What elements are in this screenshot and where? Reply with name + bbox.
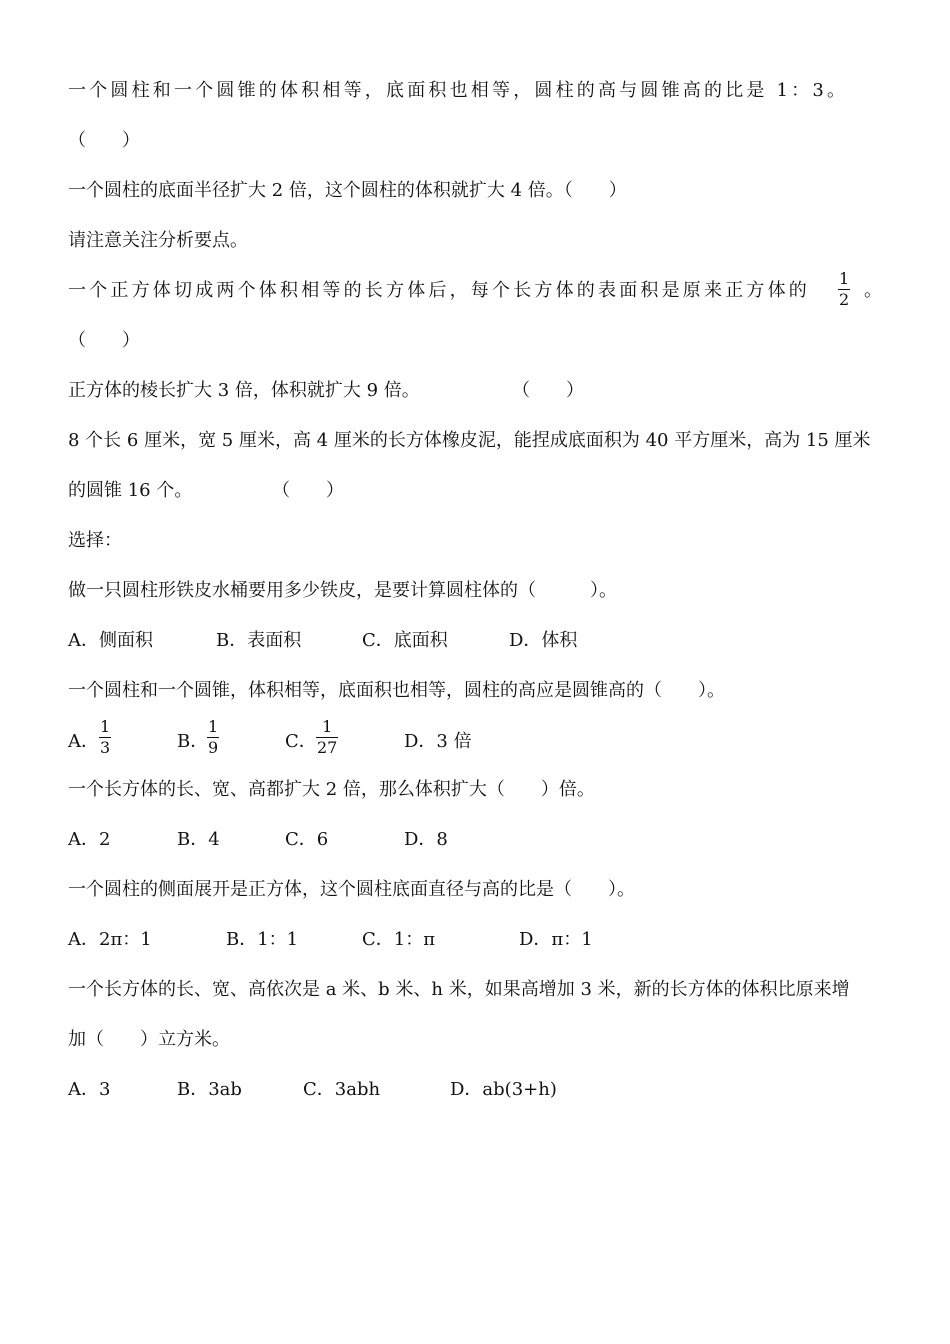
choice-q5-option-a: A．3 [68, 1079, 111, 1100]
choice-q3-option-c: C．6 [285, 829, 329, 850]
judge-q3-end: 。 [864, 280, 882, 301]
choice-q1-text: 做一只圆柱形铁皮水桶要用多少铁皮，是要计算圆柱体的（ ）。 [68, 580, 617, 601]
choice-q5-option-d: D．ab(3+h) [450, 1079, 557, 1100]
judge-q4-text: 正方体的棱长扩大 3 倍，体积就扩大 9 倍。 [68, 380, 420, 401]
choice-q4-option-b: B．1：1 [226, 929, 299, 950]
choice-q5-line2: 加（ ）立方米。 [68, 1029, 230, 1050]
choice-q2-option-b-label: B． [177, 731, 209, 752]
choice-q2-option-a-fraction [99, 718, 111, 757]
judge-q1-paren: （ ） [68, 130, 140, 151]
choice-q5-option-b: B．3ab [177, 1079, 242, 1100]
choice-q3-option-d: D．8 [404, 829, 448, 850]
fraction-numerator: 1 [839, 269, 850, 288]
choice-q5-option-c: C．3abh [303, 1079, 381, 1100]
judge-q3-fraction [838, 270, 850, 309]
choice-q5-line1: 一个长方体的长、宽、高依次是 a 米、b 米、h 米，如果高增加 3 米，新的长方体的体积比原来增 [68, 979, 850, 1000]
judge-q3-paren: （ ） [68, 330, 140, 351]
fraction-denominator: 27 [317, 738, 338, 757]
judge-q5-paren: （ ） [272, 480, 344, 501]
choice-q2-text: 一个圆柱和一个圆锥，体积相等，底面积也相等，圆柱的高应是圆锥高的（ ）。 [68, 680, 725, 701]
choice-q2-option-d: D．3 倍 [404, 731, 472, 752]
note-text: 请注意关注分析要点。 [68, 230, 248, 251]
judge-q4-paren: （ ） [512, 380, 584, 401]
choice-q2-option-c-label: C． [285, 731, 317, 752]
choice-q4-text: 一个圆柱的侧面展开是正方体，这个圆柱底面直径与高的比是（ ）。 [68, 879, 635, 900]
fraction-denominator: 3 [100, 738, 111, 757]
fraction-denominator: 2 [839, 290, 850, 309]
choice-heading: 选择： [68, 530, 122, 551]
choice-q4-option-a: A．2π：1 [68, 929, 152, 950]
choice-q3-text: 一个长方体的长、宽、高都扩大 2 倍，那么体积扩大（ ）倍。 [68, 779, 595, 800]
choice-q2-option-c-fraction [316, 718, 338, 757]
choice-q4-option-c: C．1：π [362, 929, 436, 950]
fraction-denominator: 9 [208, 738, 219, 757]
choice-q3-option-b: B．4 [177, 829, 220, 850]
choice-q2-option-a-label: A． [68, 731, 99, 752]
judge-q2-text: 一个圆柱的底面半径扩大 2 倍，这个圆柱的体积就扩大 4 倍。（ ） [68, 180, 627, 201]
fraction-numerator: 1 [208, 717, 219, 736]
choice-q1-option-d: D．体积 [509, 630, 578, 651]
choice-q1-option-c: C．底面积 [362, 630, 448, 651]
judge-q3-text: 一个正方体切成两个体积相等的长方体后，每个长方体的表面积是原来正方体的 [68, 280, 810, 301]
fraction-numerator: 1 [322, 717, 333, 736]
choice-q3-option-a: A．2 [68, 829, 111, 850]
judge-q5-line2: 的圆锥 16 个。 [68, 480, 193, 501]
fraction-numerator: 1 [100, 717, 111, 736]
choice-q1-option-b: B．表面积 [216, 630, 302, 651]
judge-q1-text: 一个圆柱和一个圆锥的体积相等，底面积也相等，圆柱的高与圆锥高的比是 1：3。 [68, 80, 849, 101]
judge-q5-line1: 8 个长 6 厘米，宽 5 厘米，高 4 厘米的长方体橡皮泥，能捏成底面积为 40 平方厘米，高为 15 厘米 [68, 430, 871, 451]
choice-q4-option-d: D．π：1 [519, 929, 593, 950]
choice-q1-option-a: A．侧面积 [68, 630, 153, 651]
choice-q2-option-b-fraction [207, 718, 219, 757]
